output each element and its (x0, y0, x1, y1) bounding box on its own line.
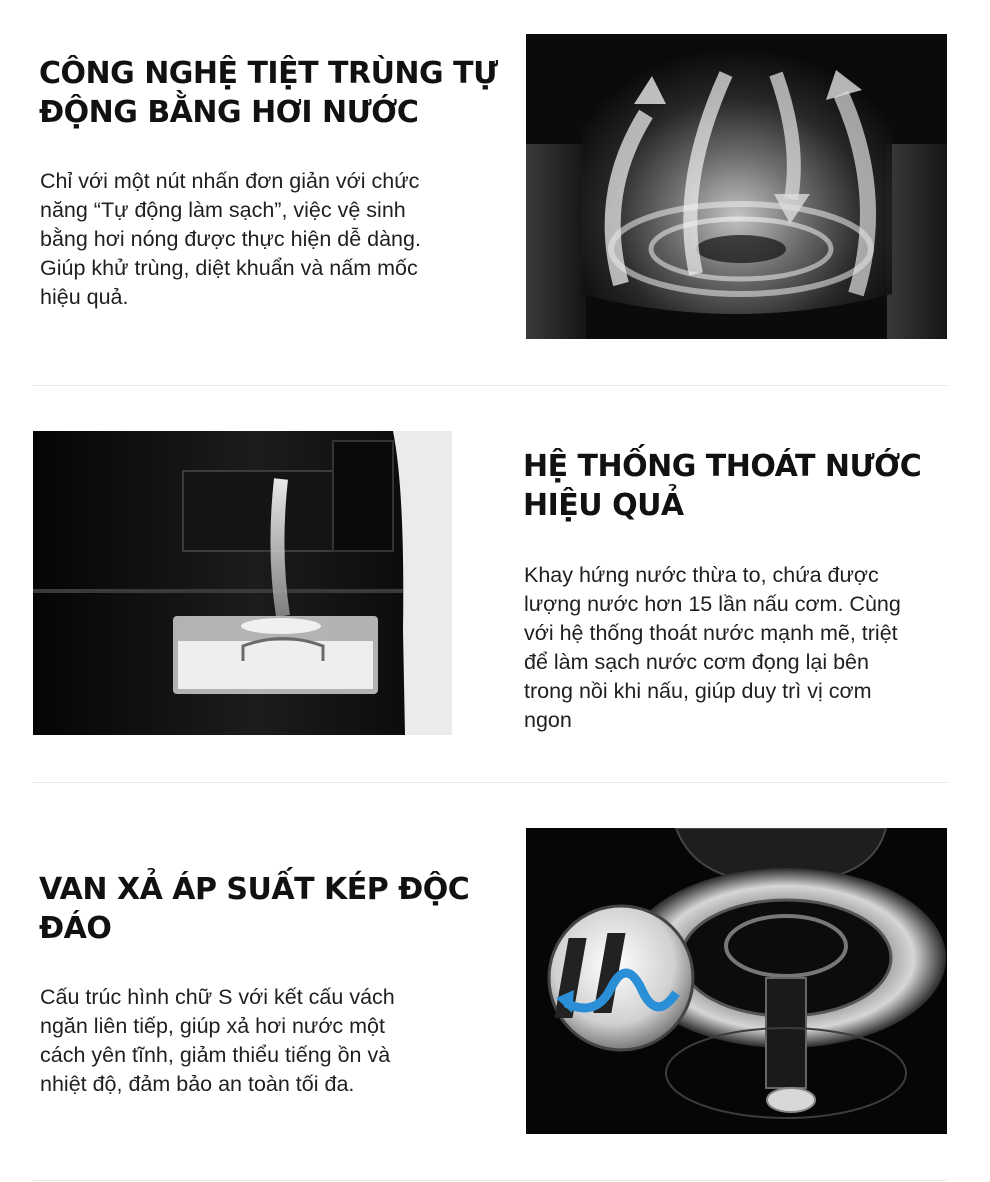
desc-line: hiệu quả. (40, 285, 129, 309)
section-description (40, 167, 421, 312)
section-description (40, 983, 395, 1099)
feature-section-drain (0, 386, 990, 784)
section-description (524, 561, 901, 735)
section-divider (33, 1180, 947, 1181)
desc-line: với hệ thống thoát nước mạnh mẽ, triệt (524, 621, 898, 645)
section-title (523, 447, 921, 525)
desc-line: Chỉ với một nút nhấn đơn giản với chức (40, 169, 420, 193)
desc-line: năng “Tự động làm sạch”, việc vệ sinh (40, 198, 406, 222)
feature-section-steam (0, 0, 990, 386)
title-line: HIỆU QUẢ (523, 488, 684, 523)
desc-line: Khay hứng nước thừa to, chứa được (524, 563, 879, 587)
desc-line: ngon (524, 708, 572, 732)
steam-swirl-image (526, 34, 947, 339)
title-line: VAN XẢ ÁP SUẤT KÉP ĐỘC (39, 872, 470, 907)
title-line: ĐÁO (39, 911, 112, 946)
feature-section-valve (0, 784, 990, 1182)
section-title (39, 870, 469, 948)
desc-line: để làm sạch nước cơm đọng lại bên (524, 650, 869, 674)
section-title (39, 54, 498, 132)
desc-line: nhiệt độ, đảm bảo an toàn tối đa. (40, 1072, 355, 1096)
title-line: ĐỘNG BẰNG HƠI NƯỚC (39, 95, 419, 130)
desc-line: Giúp khử trùng, diệt khuẩn và nấm mốc (40, 256, 418, 280)
desc-line: ngăn liên tiếp, giúp xả hơi nước một (40, 1014, 385, 1038)
desc-line: lượng nước hơn 15 lần nấu cơm. Cùng (524, 592, 901, 616)
desc-line: Cấu trúc hình chữ S với kết cấu vách (40, 985, 395, 1009)
section-divider (33, 782, 947, 783)
desc-line: trong nồi khi nấu, giúp duy trì vị cơm (524, 679, 872, 703)
drain-tray-image (33, 431, 452, 735)
desc-line: bằng hơi nóng được thực hiện dễ dàng. (40, 227, 421, 251)
title-line: CÔNG NGHỆ TIỆT TRÙNG TỰ (39, 56, 498, 91)
pressure-valve-image (526, 828, 947, 1134)
title-line: HỆ THỐNG THOÁT NƯỚC (523, 449, 922, 484)
desc-line: cách yên tĩnh, giảm thiểu tiếng ồn và (40, 1043, 391, 1067)
